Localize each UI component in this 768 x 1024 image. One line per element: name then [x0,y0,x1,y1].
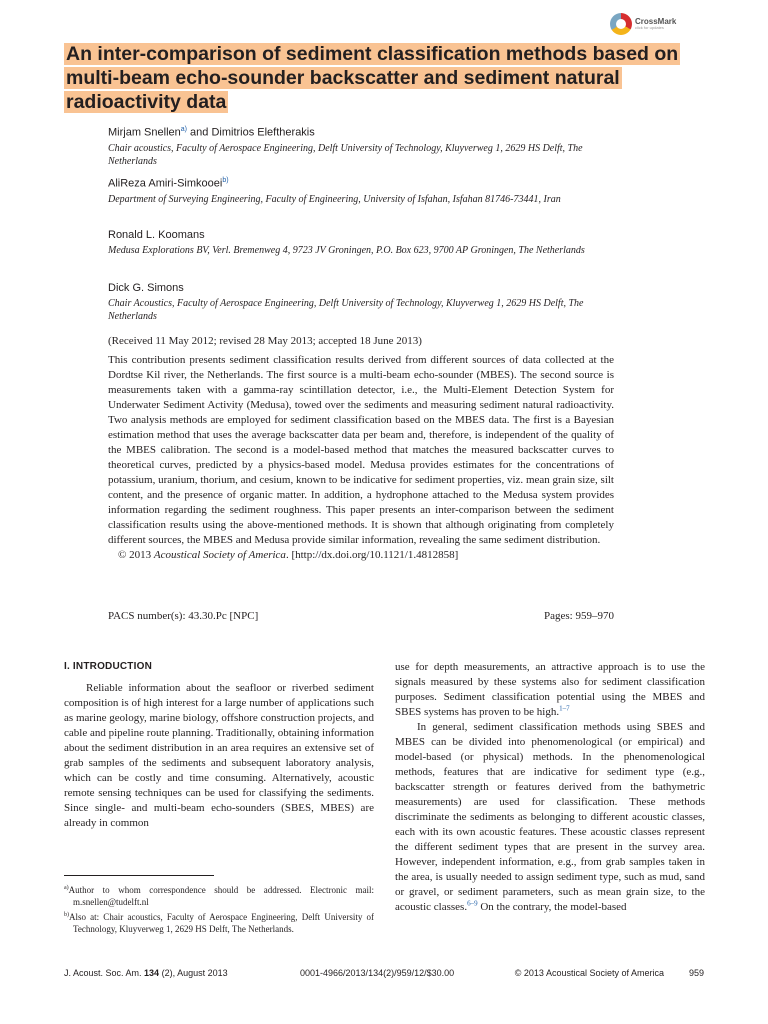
abstract-copyright: © 2013 Acoustical Society of America. [http://dx.doi.org/10.1121/1.4812858] [118,549,459,561]
author-name: Ronald L. Koomans [108,229,205,241]
body-paragraph: use for depth measurements, an attractive approach is to use the signals measured by these systems also for sediment classification purposes. Sediment classification potential using the MBES and SBES systems has proven to be high.$^{1-7}$ [395,661,705,718]
body-paragraph: In general, sediment classification methods using SBES and MBES can be divided into phenomenological (or empirical) and model-based (or physical) methods. In the phenomenological methods, features that are indicative for sediment type (e.g., backscatter strength or features derived from the bathymetric measurements) are used for classification. These methods discriminate the sediments as belonging to different acoustic classes, each with its own acoustic features. These acoustic classes represent the different sediment types that are present in the survey area. However, independent information, e.g., from grab samples taken in the area, is usually needed to assign sediment type, such as mud, sand or gravel, or sediment parameters, such as mean grain size, to the acoustic classes.$^{6-9}$ On the contrary, the model-based [395,721,705,913]
footnote-ref[interactable]: b) [222,177,229,184]
author-group-2 [108,174,628,206]
author-affiliation: Medusa Explorations BV, Verl. Bremenweg 4, 9723 JV Groningen, P.O. Box 623, 9700 AP Groningen, The Netherlands [108,245,585,256]
footnote: $^{a)}$Author to whom correspondence should be addressed. Electronic mail: m.snellen@tudelft.nl [64,885,374,907]
author-affiliation: Chair acoustics, Faculty of Aerospace Engineering, Delft University of Technology, Kluyverweg 1, 2629 HS Delft, The Netherlands [108,142,583,167]
abstract-text: This contribution presents sediment classification results derived from different sources of data collected at the Dordtse Kil river, the Netherlands. The first source is a multi-beam echo-sounder (MBES). The second source is measurements taken with a gamma-ray scintillation detector, i.e., the Multi-Element Detection System for Underwater Sediment Activity (Medusa), towed over the sediments and measuring sediment natural radioactivity. Two analysis methods are employed for sediment classification based on the MBES data. The first is a Bayesian estimation method that uses the average backscatter data per beam and, therefore, is independent of the quality of the MBES calibration. The second is a model-based method that matches the measured backscatter curves to theoretical curves, predicted by a physics-based model. Medusa provides estimates for the concentrations of potassium, uranium, thorium, and cesium, known to be indicative for sediment properties, viz. mean grain size, silt content, and the presence of organic matter. In addition, a hydrophone attached to the Medusa system provides information regarding the sediment roughness. This paper presents an inter-comparison between the sediment classification results using the above-mentioned methods. It is shown that although originating from completely different sources, the MBES and Medusa provide similar information, revealing the same sediment distribution. [108,354,614,546]
author-name: Dick G. Simons [108,282,184,294]
footnote: $^{b)}$Also at: Chair acoustics, Faculty of Aerospace Engineering, Delft University of Technology, Kluyverweg 1, 2629 HS Delft, The Netherlands. [64,912,374,934]
citation-ref[interactable]: 1–7 [559,704,570,713]
crossmark-title: CrossMark [635,17,677,26]
footer-copyright: © 2013 Acoustical Society of America [514,968,664,978]
body-column-right [395,660,705,915]
footnote-divider [64,875,214,876]
section-heading: I. INTRODUCTION [64,661,152,672]
article-title-text: An inter-comparison of sediment classification methods based on multi-beam echo-sounder backscatter and sediment natural radioactivity data [66,43,679,113]
citation-ref[interactable]: 6–9 [467,899,478,908]
article-code: 0001-4966/2013/134(2)/959/12/$30.00 [300,968,455,978]
author-group-3 [108,228,628,257]
body-paragraph: Reliable information about the seafloor or riverbed sediment composition is of high interest for a large number of applications such as marine geology, marine biology, offshore construction projects, and cable and pipeline route planning. Traditionally, obtaining information about the sediment distribution in an area requires an extensive set of grab samples of the sediments and subsequent laboratory analysis, which can be costly and time consuming. Alternatively, acoustic remote sensing techniques can be used for classifying the sediments. Since single- and multi-beam echo-sounders (SBES, MBES) are already in common [64,682,374,829]
crossmark-icon [610,13,632,35]
page-range: Pages: 959–970 [544,610,614,622]
body-column-left [64,660,374,831]
abstract [108,353,614,563]
author-name: AliReza Amiri-Simkooei$^{b)}$ [108,177,229,190]
crossmark-subtitle: click for updates [635,25,664,30]
doi-link[interactable]: . [http://dx.doi.org/10.1121/1.4812858] [285,549,459,561]
footnotes [64,883,374,937]
received-dates: (Received 11 May 2012; revised 28 May 2013; accepted 18 June 2013) [108,335,422,347]
pacs-row [108,609,614,623]
author-affiliation: Department of Surveying Engineering, Faculty of Engineering, University of Isfahan, Isfahan 81746-73441, Iran [108,193,561,205]
author-group-4 [108,281,628,323]
author-affiliation: Chair Acoustics, Faculty of Aerospace Engineering, Delft University of Technology, Kluyverweg 1, 2629 HS Delft, The Netherlands [108,298,584,322]
page-number: 959 [688,968,704,978]
pacs-numbers: PACS number(s): 43.30.Pc [NPC] [108,610,259,622]
crossmark-badge[interactable] [610,11,677,37]
article-title [64,42,704,114]
journal-citation: J. Acoust. Soc. Am. 134 (2), August 2013 [64,968,228,978]
author-group-1 [108,123,628,168]
author-name: Mirjam Snellen$^{a)}$ and Dimitrios Eleftherakis [108,126,315,139]
page-footer [64,966,704,980]
footnote-ref[interactable]: a) [180,126,187,133]
